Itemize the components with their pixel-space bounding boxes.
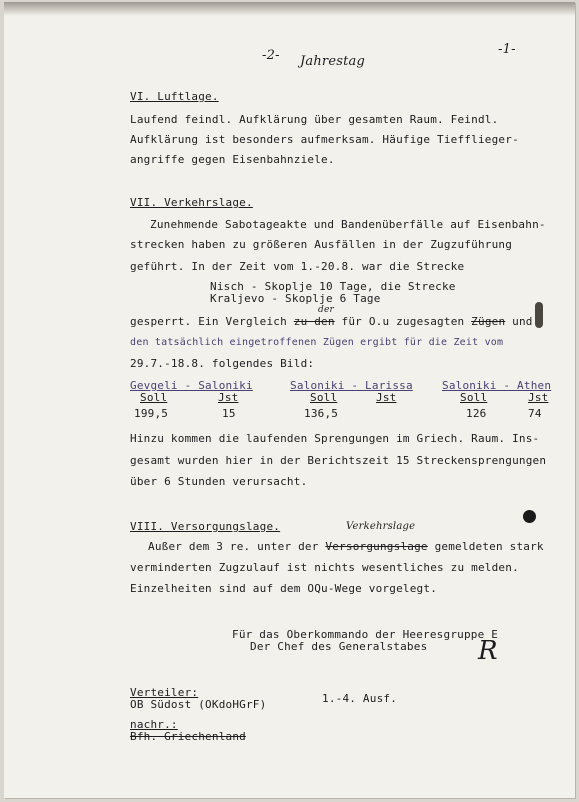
ist-value: 74	[528, 407, 542, 420]
signature-line: Für das Oberkommando der Heeresgruppe E	[232, 628, 499, 641]
route-line: Kraljevo - Skoplje 6 Tage	[210, 292, 381, 305]
punch-hole	[523, 510, 536, 523]
distribution-recipient: OB Südost (OKdoHGrF)	[130, 698, 267, 711]
comparison-line	[130, 315, 533, 328]
struck-text: zu den	[293, 315, 335, 328]
route-name: Saloniki - Larissa	[290, 379, 413, 392]
document-page	[4, 2, 575, 798]
comparison-tail: und	[512, 315, 533, 328]
ist-value: 15	[222, 407, 236, 420]
soll-label: Soll	[140, 391, 168, 404]
punch-hole	[535, 302, 543, 328]
interlinear-correction: der	[318, 305, 334, 315]
handwritten-note: Jahrestag	[300, 54, 366, 69]
ist-label: Jst	[376, 391, 397, 404]
section-vi-line: angriffe gegen Eisenbahnziele.	[130, 153, 335, 166]
scan-shadow	[4, 2, 575, 16]
section-viii-line: verminderten Zugzulauf ist nichts wesentliches zu melden.	[130, 561, 519, 574]
period-line: 29.7.-18.8. folgendes Bild:	[130, 357, 315, 370]
struck-text: Zügen	[471, 315, 506, 328]
ist-label: Jst	[528, 391, 549, 404]
distribution-extra-label: nachr.:	[130, 718, 178, 731]
section-vi-line: Laufend feindl. Aufklärung über gesamten Raum. Feindl.	[130, 113, 499, 126]
section-vii-line: über 6 Stunden verursacht.	[130, 475, 308, 488]
section-viii-heading: VIII. Versorgungslage.	[130, 520, 281, 533]
corner-mark: -1-	[498, 42, 516, 57]
route-name: Saloniki - Athen	[442, 379, 552, 392]
section-viii-tail: gemeldeten stark	[434, 540, 544, 553]
ist-label: Jst	[218, 391, 239, 404]
section-vii-heading: VII. Verkehrslage.	[130, 196, 253, 209]
route-name: Gevgeli - Saloniki	[130, 379, 253, 392]
section-vii-line: Hinzu kommen die laufenden Sprengungen im Griech. Raum. Ins-	[130, 432, 540, 445]
struck-text: Versorgungslage	[325, 540, 428, 553]
soll-value: 136,5	[304, 407, 339, 420]
soll-value: 199,5	[134, 407, 169, 420]
section-vii-line: gesamt wurden hier in der Berichtszeit 15 Streckensprengungen	[130, 454, 547, 467]
section-viii-line	[148, 540, 544, 553]
section-vii-line: geführt. In der Zeit vom 1.-20.8. war die Strecke	[130, 260, 465, 273]
signature-initial: R	[478, 636, 498, 666]
page-number: -2-	[262, 48, 280, 63]
distribution-extra-recipient: Bfh. Griechenland	[130, 730, 246, 743]
signature-line: Der Chef des Generalstabes	[250, 640, 428, 653]
section-vii-line: Zunehmende Sabotageakte und Bandenüberfälle auf Eisenbahn-	[150, 218, 546, 231]
section-viii-line: Einzelheiten sind auf dem OQu-Wege vorgelegt.	[130, 582, 438, 595]
comparison-gesperrt: gesperrt.	[130, 315, 192, 328]
section-vi-line: Aufklärung ist besonders aufmerksam. Häufige Tiefflieger-	[130, 133, 519, 146]
comparison-mid: für O.u zugesagten	[341, 315, 465, 328]
distribution-copies: 1.-4. Ausf.	[322, 692, 398, 705]
soll-label: Soll	[310, 391, 338, 404]
route-line: Nisch - Skoplje 10 Tage, die Strecke	[210, 280, 456, 293]
interlinear-correction: Verkehrslage	[346, 521, 416, 532]
soll-label: Soll	[460, 391, 488, 404]
comparison-lead: Ein Vergleich	[198, 315, 287, 328]
soll-value: 126	[466, 407, 487, 420]
section-viii-lead: Außer dem 3 re. unter der	[148, 540, 319, 553]
section-vi-heading: VI. Luftlage.	[130, 90, 219, 103]
distribution-label: Verteiler:	[130, 686, 199, 699]
purple-line: den tatsächlich eingetroffenen Zügen ergibt für die Zeit vom	[130, 337, 504, 348]
section-vii-line: strecken haben zu größeren Ausfällen in der Zugzuführung	[130, 238, 513, 251]
